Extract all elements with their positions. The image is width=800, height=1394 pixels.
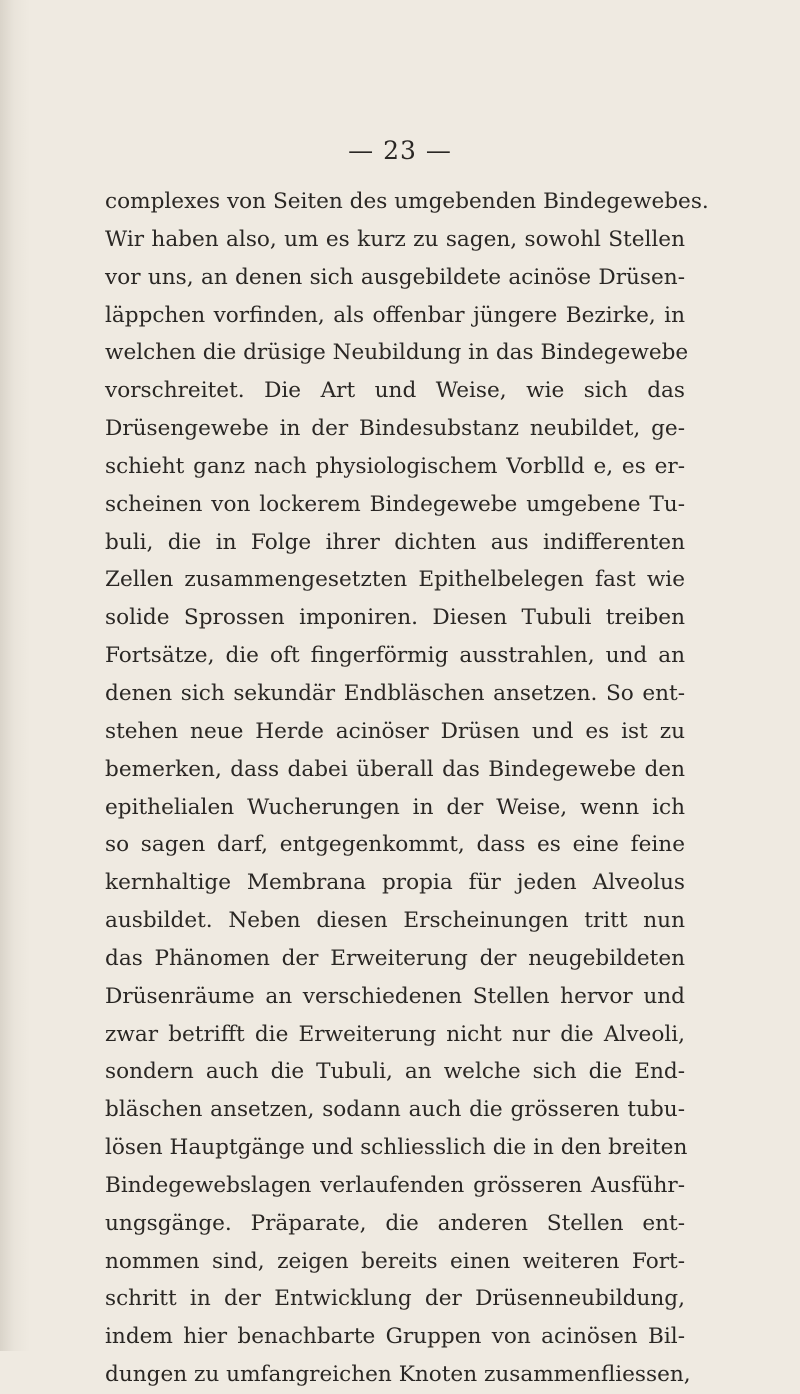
text-line: das Phänomen der Erweiterung der neugebildeten (105, 945, 685, 971)
text-line: scheinen von lockerem Bindegewebe umgebene Tu- (105, 491, 685, 517)
text-line: Zellen zusammengesetzten Epithelbelegen fast wie (105, 567, 685, 593)
page-number: — 23 — (348, 136, 452, 165)
text-line: indem hier benachbarte Gruppen von acinösen Bil- (105, 1324, 685, 1350)
text-line: Drüsengewebe in der Bindesubstanz neubildet, ge- (105, 416, 685, 442)
text-line: bläschen ansetzen, sodann auch die grösseren tubu- (105, 1097, 685, 1123)
text-line: Bindegewebslagen verlaufenden grösseren Ausführ- (105, 1172, 685, 1198)
text-line: Fortsätze, die oft fingerförmig ausstrahlen, und an (105, 643, 685, 669)
text-line: so sagen darf, entgegenkommt, dass es eine feine (105, 832, 685, 858)
text-line: Wir haben also, um es kurz zu sagen, sowohl Stellen (105, 226, 685, 252)
text-line: nommen sind, zeigen bereits einen weiteren Fort- (105, 1248, 685, 1274)
text-line: schritt in der Entwicklung der Drüsenneubildung, (105, 1286, 685, 1312)
text-line: vor uns, an denen sich ausgebildete acinöse Drüsen- (105, 264, 685, 290)
text-line: bemerken, dass dabei überall das Bindegewebe den (105, 756, 685, 782)
text-line: denen sich sekundär Endbläschen ansetzen. So ent- (105, 680, 685, 706)
text-line: lösen Hauptgänge und schliesslich die in den breiten (105, 1135, 688, 1161)
text-line: buli, die in Folge ihrer dichten aus indifferenten (105, 529, 685, 555)
text-line: vorschreitet. Die Art und Weise, wie sich das (105, 378, 685, 404)
text-line: welchen die drüsige Neubildung in das Bindegewebe (105, 340, 689, 366)
text-line: sondern auch die Tubuli, an welche sich die End- (105, 1059, 685, 1085)
text-line: ausbildet. Neben diesen Erscheinungen tritt nun (105, 908, 685, 934)
text-line: ungsgänge. Präparate, die anderen Stellen ent- (105, 1210, 685, 1236)
text-line: solide Sprossen imponiren. Diesen Tubuli treiben (105, 605, 685, 631)
text-line: Drüsenräume an verschiedenen Stellen hervor und (105, 983, 685, 1009)
text-line: dungen zu umfangreichen Knoten zusammenfliessen, (105, 1362, 691, 1388)
text-line: stehen neue Herde acinöser Drüsen und es ist zu (105, 718, 685, 744)
body-text (105, 183, 709, 1394)
text-line: schieht ganz nach physiologischem Vorblld e, es er- (105, 453, 685, 479)
text-line: complexes von Seiten des umgebenden Bindegewebes. (105, 189, 709, 214)
text-line: läppchen vorfinden, als offenbar jüngere Bezirke, in (105, 302, 685, 328)
text-line: zwar betrifft die Erweiterung nicht nur die Alveoli, (105, 1021, 685, 1047)
text-line: epithelialen Wucherungen in der Weise, wenn ich (105, 794, 685, 820)
text-line: kernhaltige Membrana propia für jeden Alveolus (105, 870, 685, 896)
